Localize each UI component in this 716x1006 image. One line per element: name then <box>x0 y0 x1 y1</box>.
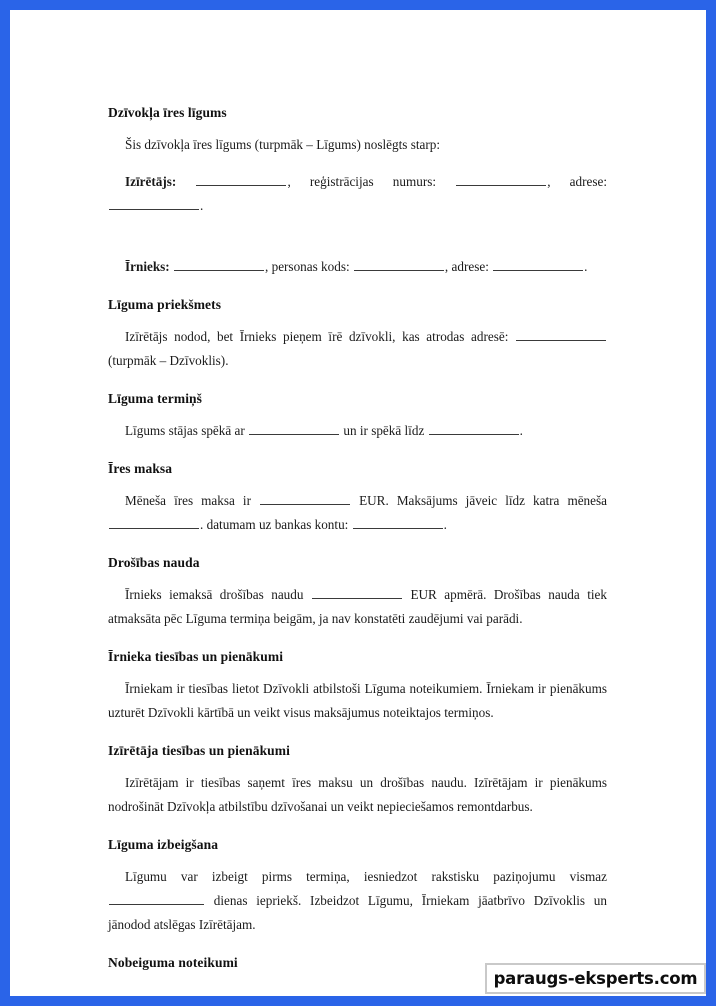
term-end-date-blank[interactable] <box>429 424 519 435</box>
termination-notice-days-blank[interactable] <box>109 894 204 905</box>
paragraph-drosibas-nauda <box>108 583 607 631</box>
lessor-reg-label-1: reģistrācijas <box>309 174 374 189</box>
watermark-badge <box>485 963 706 994</box>
term-start-date-blank[interactable] <box>249 424 339 435</box>
tenant-period: . <box>584 259 588 274</box>
deposit-amount-blank[interactable] <box>312 588 402 599</box>
paragraph-liguma-termins <box>108 419 607 443</box>
rent-amount-blank[interactable] <box>260 494 350 505</box>
lessor-period: . <box>200 198 204 213</box>
lessor-comma-1: , <box>287 174 291 189</box>
heading-drosibas-nauda: Drošības nauda <box>108 555 200 570</box>
termination-text-after: dienas iepriekš. Izbeidzot Līgumu, Īrniekam jāatbrīvo Dzīvoklis un jānodod atslēgas Izīrētājam. <box>108 893 607 932</box>
subject-text-before: Izīrētājs nodod, bet Īrnieks pieņem īrē dzīvokli, kas atrodas adresē: <box>125 329 515 344</box>
term-text-after: . <box>519 423 523 438</box>
paragraph-liguma-prieksmets <box>108 325 607 373</box>
tenant-personal-code-blank[interactable] <box>354 260 444 271</box>
heading-ires-maksa: Īres maksa <box>108 461 173 476</box>
bank-account-blank[interactable] <box>353 518 443 529</box>
lessor-paragraph <box>108 170 607 242</box>
deposit-text-after: EUR apmērā. Drošības nauda tiek atmaksāta pēc Līguma termiņa beigām, ja nav konstatēti zaudējumi vai parādi. <box>108 587 607 626</box>
paragraph-izireraja-tiesibas: Izīrētājam ir tiesības saņemt īres maksu un drošības naudu. Izīrētājam ir pienākums nodrošināt Dzīvokļa atbilstību dzīvošanai un veikt nepieciešamos remontdarbus. <box>108 775 607 814</box>
subject-text-after: (turpmāk – Dzīvoklis). <box>108 353 229 368</box>
termination-text-before: Līgumu var izbeigt pirms termiņa, iesniedzot rakstisku paziņojumu vismaz <box>125 869 607 884</box>
term-text-before: Līgums stājas spēkā ar <box>125 423 249 438</box>
term-text-mid: un ir spēkā līdz <box>340 423 428 438</box>
heading-liguma-izbeigsana: Līguma izbeigšana <box>108 837 219 852</box>
lessor-name-blank[interactable] <box>196 175 286 186</box>
intro-text: Šis dzīvokļa īres līgums (turpmāk – Līgums) noslēgts starp: <box>125 137 441 152</box>
rent-text-mid-2: . datumam uz bankas kontu: <box>200 517 352 532</box>
document-page <box>10 10 706 996</box>
lessor-comma-2: , <box>547 174 551 189</box>
tenant-address-label: , adrese: <box>444 259 493 274</box>
heading-irnieka-tiesibas: Īrnieka tiesības un pienākumi <box>108 649 284 664</box>
heading-liguma-termins: Līguma termiņš <box>108 391 203 406</box>
lessor-address-label: adrese: <box>569 174 608 189</box>
apartment-address-blank[interactable] <box>516 330 606 341</box>
rent-due-day-blank[interactable] <box>109 518 199 529</box>
tenant-personal-code-label: , personas kods: <box>265 259 353 274</box>
paragraph-ires-maksa <box>108 489 607 537</box>
document-body <box>108 104 607 983</box>
rent-text-after: . <box>443 517 447 532</box>
rent-text-before: Mēneša īres maksa ir <box>125 493 260 508</box>
paragraph-irnieka-tiesibas: Īrniekam ir tiesības lietot Dzīvokli atbilstoši Līguma noteikumiem. Īrniekam ir pienākums uzturēt Dzīvokli kārtībā un veikt visus maksājumus noteiktajos termiņos. <box>108 681 607 720</box>
rent-text-mid-1: EUR. Maksājums jāveic līdz katra mēneša <box>351 493 607 508</box>
watermark-text: paraugs-eksperts.com <box>493 969 698 988</box>
document-title: Dzīvokļa īres līgums <box>108 105 227 120</box>
deposit-text-before: Īrnieks iemaksā drošības naudu <box>125 587 311 602</box>
heading-nobeiguma-noteikumi: Nobeiguma noteikumi <box>108 955 238 970</box>
tenant-label: Īrnieks: <box>125 259 170 274</box>
tenant-paragraph <box>108 255 607 279</box>
tenant-address-blank[interactable] <box>493 260 583 271</box>
intro-paragraph <box>108 133 607 157</box>
lessor-address-blank[interactable] <box>109 199 199 210</box>
heading-izireraja-tiesibas: Izīrētāja tiesības un pienākumi <box>108 743 290 758</box>
lessor-registration-number-blank[interactable] <box>456 175 546 186</box>
heading-liguma-prieksmets: Līguma priekšmets <box>108 297 222 312</box>
paragraph-liguma-izbeigsana <box>108 865 607 937</box>
tenant-name-blank[interactable] <box>174 260 264 271</box>
lessor-reg-label-2: numurs: <box>392 174 437 189</box>
lessor-label: Izīrētājs: <box>125 174 177 189</box>
